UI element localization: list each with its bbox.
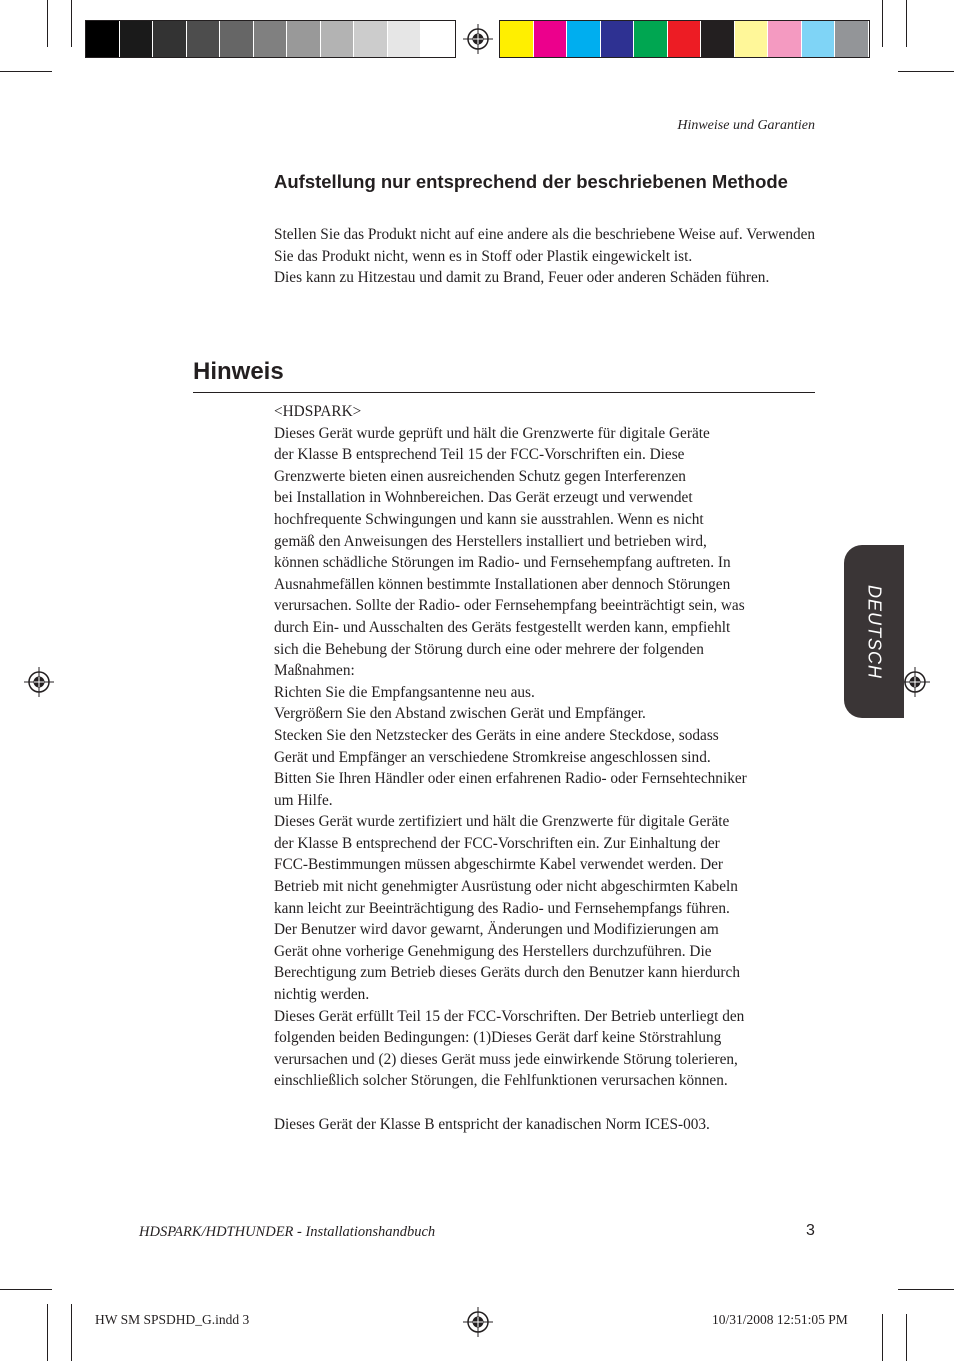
color-swatch <box>634 21 668 57</box>
notice-line: Dieses Gerät der Klasse B entspricht der kanadischen Norm ICES-003. <box>274 1115 710 1133</box>
notice-line <box>274 1092 834 1114</box>
color-swatch <box>220 21 254 57</box>
notice-line: bei Installation in Wohnbereichen. Das Gerät erzeugt und verwendet <box>274 489 693 507</box>
notice-line: Vergrößern Sie den Abstand zwischen Gerät und Empfänger. <box>274 705 646 723</box>
registration-mark-icon <box>463 24 493 54</box>
color-swatch <box>534 21 568 57</box>
grayscale-color-bar <box>85 20 456 58</box>
process-color-bar <box>499 20 870 58</box>
color-swatch <box>768 21 802 57</box>
color-swatch <box>567 21 601 57</box>
crop-mark <box>906 0 907 47</box>
footer-manual-title: HDSPARK/HDTHUNDER - Installationshandbuch <box>139 1224 436 1240</box>
notice-line: verursachen und (2) dieses Gerät muss jede einwirkende Störung tolerieren, <box>274 1050 738 1068</box>
registration-mark-icon <box>24 667 54 697</box>
notice-line: Grenzwerte bieten einen ausreichenden Schutz gegen Interferenzen <box>274 467 686 485</box>
notice-line: Gerät ohne vorherige Genehmigung des Herstellers durchzuführen. Die <box>274 942 712 960</box>
notice-line: nichtig werden. <box>274 986 370 1004</box>
notice-line: FCC-Bestimmungen müssen abgeschirmte Kabel verwendet werden. Der <box>274 856 724 874</box>
color-swatch <box>500 21 534 57</box>
color-swatch <box>802 21 836 57</box>
notice-line: Stecken Sie den Netzstecker des Geräts in eine andere Steckdose, sodass <box>274 726 719 744</box>
section-heading: Hinweis <box>193 358 284 385</box>
notice-line: durch Ein- und Ausschalten des Geräts festgestellt werden kann, empfiehlt <box>274 618 731 636</box>
notice-line: kann leicht zur Beeinträchtigung des Radio- und Fernsehempfangs führen. <box>274 899 730 917</box>
language-tab <box>844 545 904 718</box>
color-swatch <box>668 21 702 57</box>
crop-mark <box>898 1289 954 1290</box>
color-swatch <box>354 21 388 57</box>
color-swatch <box>601 21 635 57</box>
notice-line: verursachen. Sollte der Radio- oder Fernsehempfang beeinträchtigt sein, was <box>274 597 745 615</box>
subsection-heading: Aufstellung nur entsprechend der beschriebenen Methode <box>274 171 788 192</box>
notice-line: Der Benutzer wird davor gewarnt, Änderungen und Modifizierungen am <box>274 921 719 939</box>
color-swatch <box>120 21 154 57</box>
notice-line: Gerät und Empfänger an verschiedene Stromkreise angeschlossen sind. <box>274 748 711 766</box>
notice-line: <HDSPARK> <box>274 403 362 420</box>
notice-body <box>274 401 834 1135</box>
color-swatch <box>287 21 321 57</box>
notice-line: gemäß den Anweisungen des Herstellers installiert und betrieben wird, <box>274 532 707 550</box>
notice-line: einschließlich solcher Störungen, die Fehlfunktionen verursachen können. <box>274 1072 728 1090</box>
notice-line: Betrieb mit nicht genehmigter Ausrüstung oder nicht abgeschirmten Kabeln <box>274 878 738 896</box>
notice-line: Ausnahmefällen können bestimmte Installationen aber dennoch Störungen <box>274 575 731 593</box>
notice-line: Berechtigung zum Betrieb dieses Geräts durch den Benutzer kann hierdurch <box>274 964 740 982</box>
slug-timestamp: 10/31/2008 12:51:05 PM <box>712 1312 848 1327</box>
crop-mark <box>71 1304 72 1361</box>
registration-mark-icon <box>900 667 930 697</box>
notice-line: Dieses Gerät wurde geprüft und hält die Grenzwerte für digitale Geräte <box>274 424 710 442</box>
running-header: Hinweise und Garantien <box>677 118 815 133</box>
intro-paragraph: Stellen Sie das Produkt nicht auf eine andere als die beschriebene Weise auf. Verwenden Sie das Produkt nicht, wenn es in Stoff oder Plastik eingewickelt ist. <box>274 226 816 265</box>
page-number: 3 <box>806 1222 815 1239</box>
notice-line: sich die Behebung der Störung durch eine oder mehrere der folgenden <box>274 640 704 658</box>
notice-line: um Hilfe. <box>274 791 333 809</box>
language-tab-label: DEUTSCH <box>864 584 885 679</box>
slug-filename: HW SM SPSDHD_G.indd 3 <box>95 1312 250 1327</box>
notice-line: der Klasse B entsprechend Teil 15 der FCC-Vorschriften ein. Diese <box>274 446 685 464</box>
crop-mark <box>47 1304 48 1361</box>
notice-line: Dieses Gerät erfüllt Teil 15 der FCC-Vorschriften. Der Betrieb unterliegt den <box>274 1007 745 1025</box>
section-divider <box>193 392 815 393</box>
crop-mark <box>0 71 52 72</box>
crop-mark <box>0 1289 52 1290</box>
crop-mark <box>71 0 72 47</box>
intro-body <box>274 224 819 289</box>
crop-mark <box>906 1314 907 1361</box>
notice-line: der Klasse B entsprechend der FCC-Vorschriften ein. Zur Einhaltung der <box>274 834 720 852</box>
notice-line: folgenden beiden Bedingungen: (1)Dieses Gerät darf keine Störstrahlung <box>274 1029 722 1047</box>
color-swatch <box>86 21 120 57</box>
crop-mark <box>882 1314 883 1361</box>
crop-mark <box>898 71 954 72</box>
color-swatch <box>153 21 187 57</box>
notice-line: Dieses Gerät wurde zertifiziert und hält die Grenzwerte für digitale Geräte <box>274 813 730 831</box>
color-swatch <box>835 21 869 57</box>
notice-line: Richten Sie die Empfangsantenne neu aus. <box>274 683 535 701</box>
notice-line: Maßnahmen: <box>274 662 355 680</box>
notice-line: hochfrequente Schwingungen und kann sie ausstrahlen. Wenn es nicht <box>274 510 704 528</box>
color-swatch <box>388 21 422 57</box>
color-swatch <box>701 21 735 57</box>
color-swatch <box>421 21 455 57</box>
intro-paragraph: Dies kann zu Hitzestau und damit zu Brand, Feuer oder anderen Schäden führen. <box>274 269 770 287</box>
color-swatch <box>254 21 288 57</box>
color-swatch <box>187 21 221 57</box>
color-swatch <box>321 21 355 57</box>
color-swatch <box>735 21 769 57</box>
crop-mark <box>47 0 48 47</box>
registration-mark-icon <box>463 1307 493 1337</box>
crop-mark <box>882 0 883 47</box>
notice-line: können schädliche Störungen im Radio- und Fernsehempfang auftreten. In <box>274 554 731 572</box>
notice-line: Bitten Sie Ihren Händler oder einen erfahrenen Radio- oder Fernsehtechniker <box>274 770 747 788</box>
